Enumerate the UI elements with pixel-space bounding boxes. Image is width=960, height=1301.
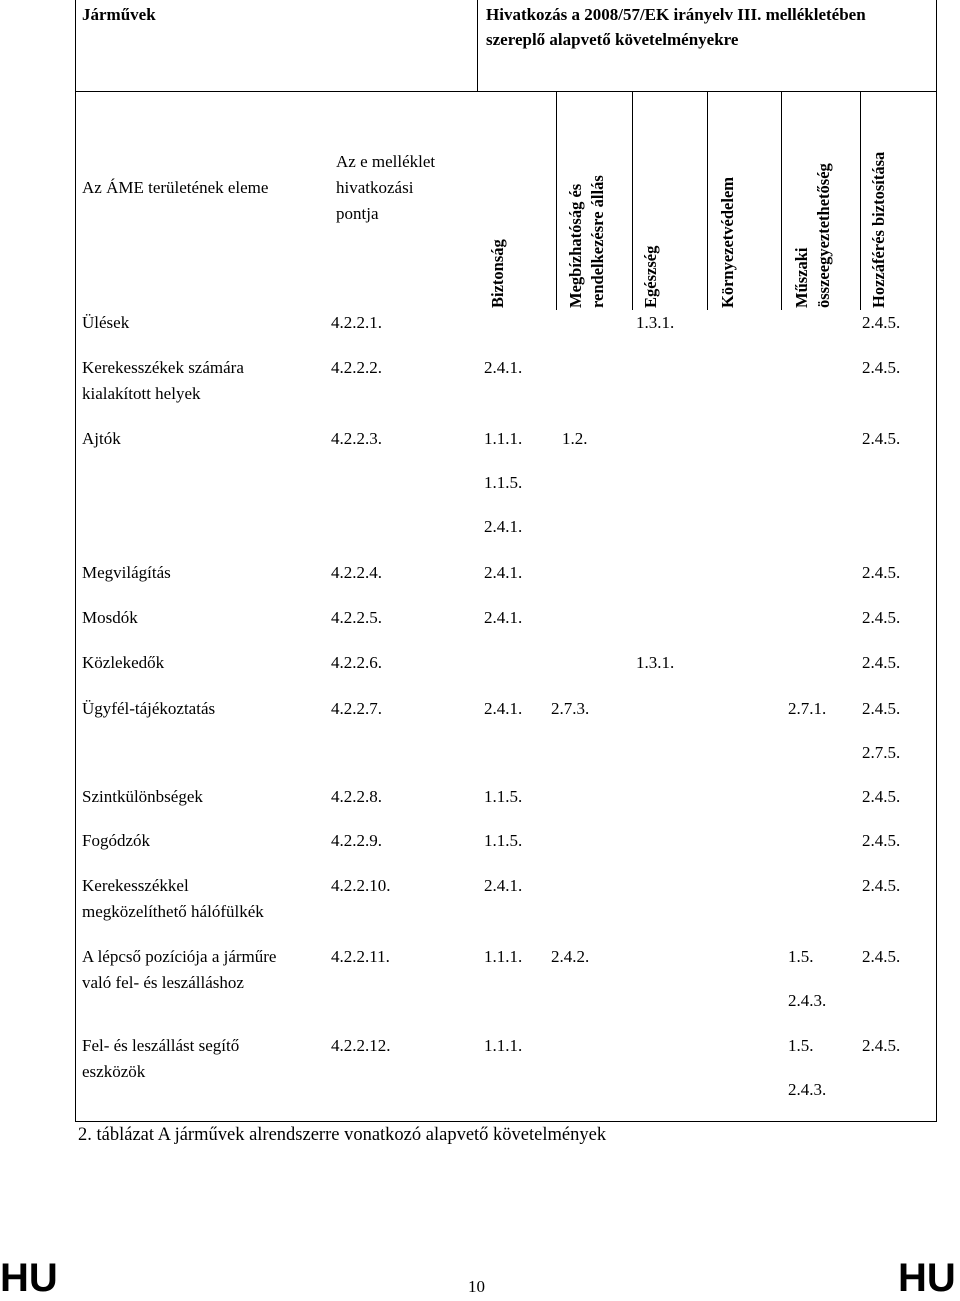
- row-element-name: Fel- és leszállást segítő: [82, 1036, 240, 1055]
- row-reference: 4.2.2.1.: [331, 313, 382, 332]
- row-element-name: Közlekedők: [82, 653, 165, 672]
- row-accessibility-ref: 2.4.5.: [862, 563, 901, 582]
- row-reference: 4.2.2.3.: [331, 429, 382, 448]
- row-accessibility-ref: 2.4.5.: [862, 313, 901, 332]
- row-element-name: Szintkülönbségek: [82, 787, 203, 806]
- category-header-reliability-line1: Megbízhatóság és: [566, 183, 585, 308]
- row-reliability-ref: 2.7.3.: [551, 699, 590, 718]
- row-element-name: Fogódzók: [82, 831, 150, 850]
- category-header-technical-line2: összeegyeztethetőség: [814, 163, 833, 308]
- category-header-safety: Biztonság: [488, 239, 507, 308]
- element-column-header: Az ÁME területének eleme: [82, 178, 269, 197]
- row-accessibility-ref: 2.4.5.: [862, 429, 901, 448]
- row-safety-ref: 1.1.5.: [484, 787, 523, 806]
- row-technical-ref: 2.7.1.: [788, 699, 827, 718]
- cat-divider-5: [860, 91, 861, 310]
- row-safety-ref-3: 2.4.1.: [484, 517, 523, 536]
- row-accessibility-ref: 2.4.5.: [862, 653, 901, 672]
- reference-column-header-line1: Az e melléklet: [336, 152, 436, 171]
- reference-column-header-line2: hivatkozási: [336, 178, 414, 197]
- row-technical-ref: 1.5.: [788, 947, 814, 966]
- header-divider: [477, 0, 478, 91]
- row-reference: 4.2.2.6.: [331, 653, 382, 672]
- row-health-ref: 1.3.1.: [636, 653, 675, 672]
- row-accessibility-ref: 2.4.5.: [862, 608, 901, 627]
- row-accessibility-ref: 2.4.5.: [862, 1036, 901, 1055]
- header-bottom-rule: [75, 91, 937, 92]
- row-reference: 4.2.2.12.: [331, 1036, 391, 1055]
- category-header-accessibility: Hozzáférés biztosítása: [869, 151, 888, 308]
- row-safety-ref: 1.1.5.: [484, 831, 523, 850]
- row-technical-ref-2: 2.4.3.: [788, 1080, 827, 1099]
- row-element-name-line2: eszközök: [82, 1062, 146, 1081]
- row-element-name: Mosdók: [82, 608, 138, 627]
- header-directive-title-line2: szereplő alapvető követelményekre: [486, 30, 739, 49]
- category-header-technical-line1: Műszaki: [792, 247, 811, 308]
- row-safety-ref: 2.4.1.: [484, 608, 523, 627]
- row-accessibility-ref: 2.4.5.: [862, 831, 901, 850]
- header-vehicles-title: Járművek: [82, 5, 156, 24]
- reference-column-header-line3: pontja: [336, 204, 379, 223]
- row-safety-ref: 2.4.1.: [484, 699, 523, 718]
- table-bottom-rule: [75, 1121, 937, 1122]
- row-reference: 4.2.2.4.: [331, 563, 382, 582]
- row-safety-ref: 1.1.1.: [484, 429, 523, 448]
- row-safety-ref: 1.1.1.: [484, 1036, 523, 1055]
- row-element-name: Kerekesszékkel: [82, 876, 189, 895]
- row-accessibility-ref: 2.4.5.: [862, 358, 901, 377]
- row-element-name: A lépcső pozíciója a járműre: [82, 947, 277, 966]
- row-safety-ref: 2.4.1.: [484, 358, 523, 377]
- row-technical-ref: 1.5.: [788, 1036, 814, 1055]
- page-number: 10: [468, 1277, 485, 1296]
- row-accessibility-ref: 2.4.5.: [862, 787, 901, 806]
- row-element-name-line2: megközelíthető hálófülkék: [82, 902, 264, 921]
- row-accessibility-ref: 2.4.5.: [862, 947, 901, 966]
- row-reference: 4.2.2.8.: [331, 787, 382, 806]
- cat-divider-2: [632, 91, 633, 310]
- cat-divider-1: [556, 91, 557, 310]
- row-element-name: Kerekesszékek számára: [82, 358, 244, 377]
- table-border-left: [75, 0, 76, 1121]
- row-accessibility-ref-2: 2.7.5.: [862, 743, 901, 762]
- header-directive-title-line1: Hivatkozás a 2008/57/EK irányelv III. mellékletében: [486, 5, 866, 24]
- row-accessibility-ref: 2.4.5.: [862, 876, 901, 895]
- row-reference: 4.2.2.7.: [331, 699, 382, 718]
- row-element-name: Megvilágítás: [82, 563, 171, 582]
- category-header-environment: Környezetvédelem: [718, 176, 737, 308]
- cat-divider-4: [781, 91, 782, 310]
- row-technical-ref-2: 2.4.3.: [788, 991, 827, 1010]
- row-reference: 4.2.2.11.: [331, 947, 390, 966]
- row-reliability-ref: 1.2.: [562, 429, 588, 448]
- row-reference: 4.2.2.10.: [331, 876, 391, 895]
- row-safety-ref-2: 1.1.5.: [484, 473, 523, 492]
- row-accessibility-ref: 2.4.5.: [862, 699, 901, 718]
- row-element-name: Ügyfél-tájékoztatás: [82, 699, 216, 718]
- row-reference: 4.2.2.2.: [331, 358, 382, 377]
- footer-language-left: HU: [0, 1256, 58, 1300]
- row-element-name: Ülések: [82, 313, 130, 332]
- row-element-name: Ajtók: [82, 429, 121, 448]
- row-safety-ref: 2.4.1.: [484, 563, 523, 582]
- footer-language-right: HU: [898, 1256, 956, 1300]
- row-health-ref: 1.3.1.: [636, 313, 675, 332]
- row-reference: 4.2.2.5.: [331, 608, 382, 627]
- category-header-reliability-line2: rendelkezésre állás: [588, 175, 607, 308]
- row-element-name-line2: kialakított helyek: [82, 384, 201, 403]
- row-reference: 4.2.2.9.: [331, 831, 382, 850]
- row-reliability-ref: 2.4.2.: [551, 947, 590, 966]
- row-safety-ref: 1.1.1.: [484, 947, 523, 966]
- category-header-health: Egészség: [641, 245, 660, 308]
- row-element-name-line2: való fel- és leszálláshoz: [82, 973, 244, 992]
- row-safety-ref: 2.4.1.: [484, 876, 523, 895]
- table-caption: 2. táblázat A járművek alrendszerre vonatkozó alapvető követelmények: [78, 1125, 607, 1145]
- cat-divider-3: [707, 91, 708, 310]
- table-border-right: [936, 0, 937, 1121]
